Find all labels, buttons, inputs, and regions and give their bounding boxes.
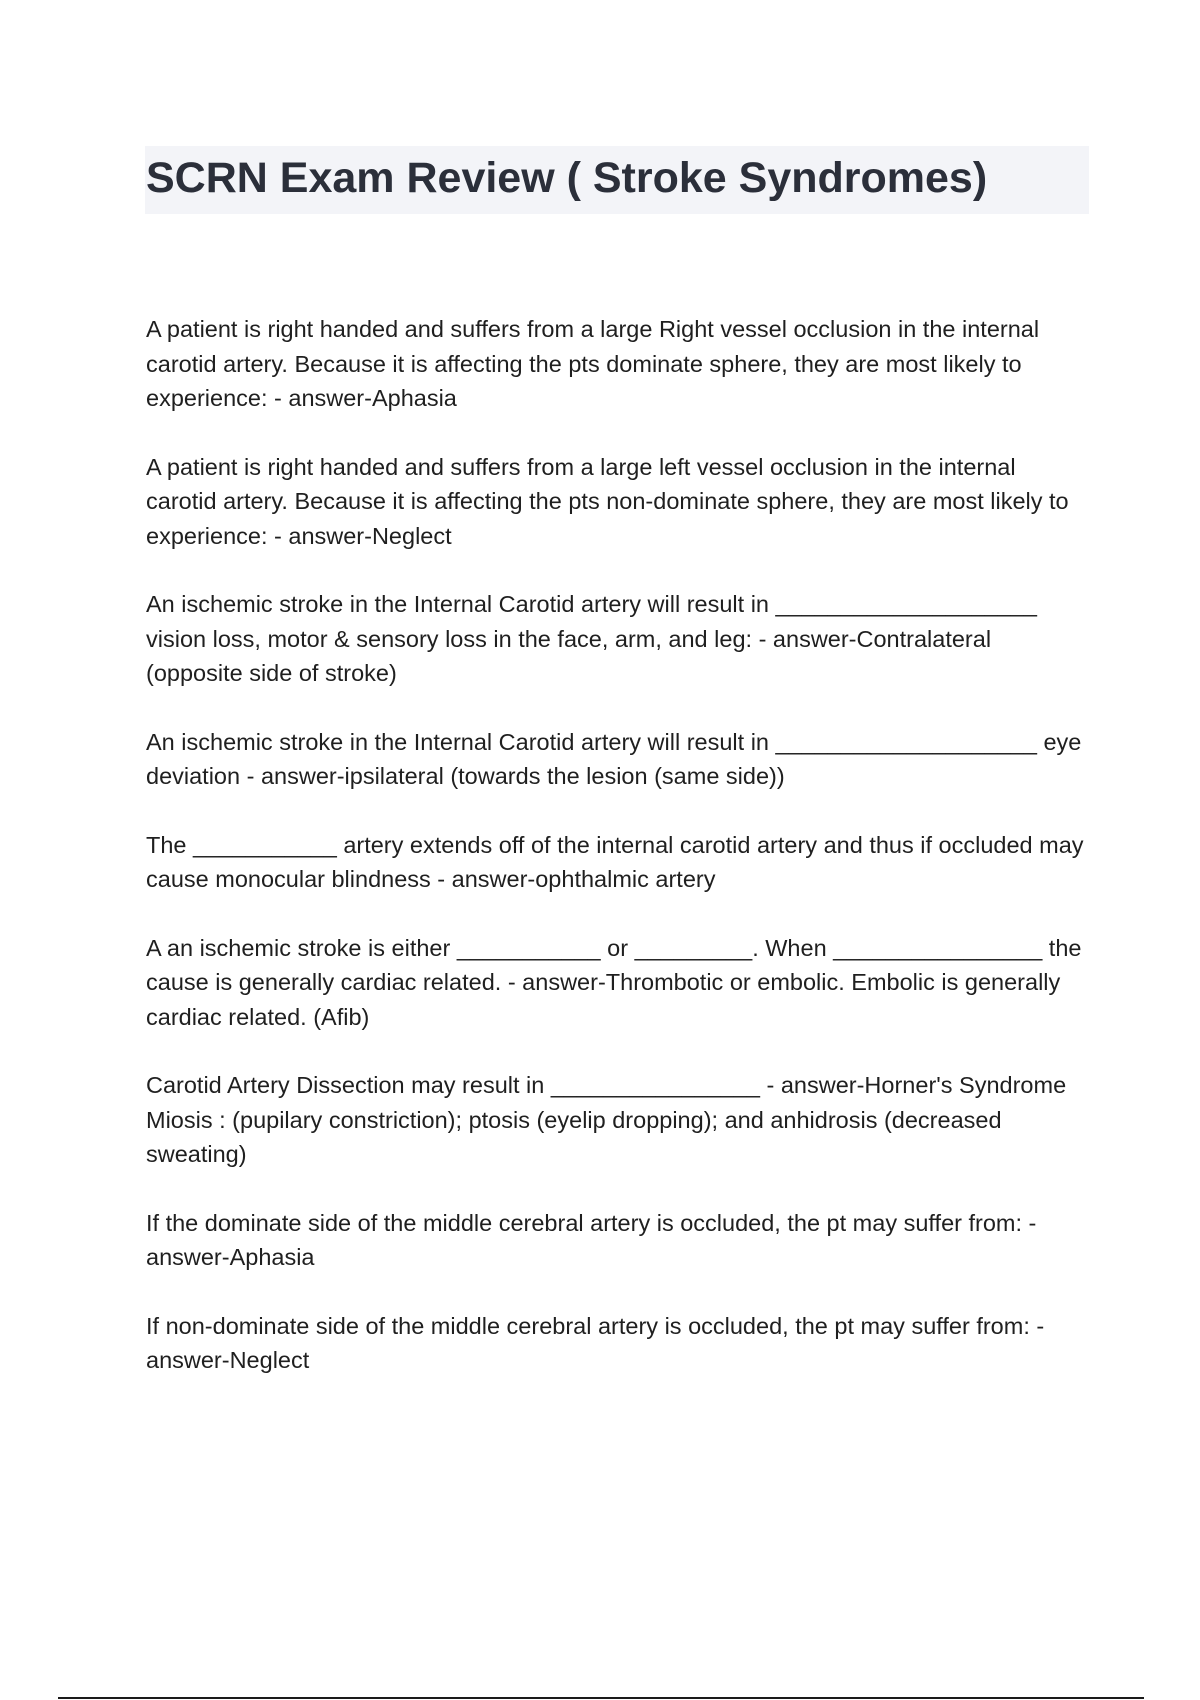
qa-entry: A an ischemic stroke is either ___________ or _________. When ________________ the cause is generally cardiac related. - answer-Thrombotic or embolic. Embolic is generally cardiac related. (Afib) [146,934,1082,1030]
qa-entry: An ischemic stroke in the Internal Carotid artery will result in ____________________ eye deviation - answer-ipsilateral (towards the lesion (same side)) [146,728,1082,789]
page-title: SCRN Exam Review ( Stroke Syndromes) [146,154,988,202]
qa-entry: A patient is right handed and suffers from a large Right vessel occlusion in the internal carotid artery. Because it is affecting the pts dominate sphere, they are most likely to experience: - answer-Aphasia [146,316,1040,411]
footer-divider [58,1697,1144,1699]
qa-entry: A patient is right handed and suffers from a large left vessel occlusion in the internal carotid artery. Because it is affecting the pts non-dominate sphere, they are most likely to experience: - answer-Neglect [146,453,1069,549]
qa-entry: The ___________ artery extends off of the internal carotid artery and thus if occluded may cause monocular blindness - answer-ophthalmic artery [146,831,1084,892]
qa-entry: An ischemic stroke in the Internal Carotid artery will result in ____________________ vision loss, motor & sensory loss in the face, arm, and leg: - answer-Contralateral (opposite side of stroke) [146,591,1037,686]
qa-entry: Carotid Artery Dissection may result in ________________ - answer-Horner's Syndrome Miosis : (pupilary constriction); ptosis (eyelip dropping); and anhidrosis (decreased sweating) [146,1072,1067,1167]
qa-entry: If the dominate side of the middle cerebral artery is occluded, the pt may suffer from: - answer-Aphasia [146,1209,1037,1270]
qa-list [146,312,1090,1412]
qa-entry: If non-dominate side of the middle cerebral artery is occluded, the pt may suffer from: - answer-Neglect [146,1312,1045,1373]
